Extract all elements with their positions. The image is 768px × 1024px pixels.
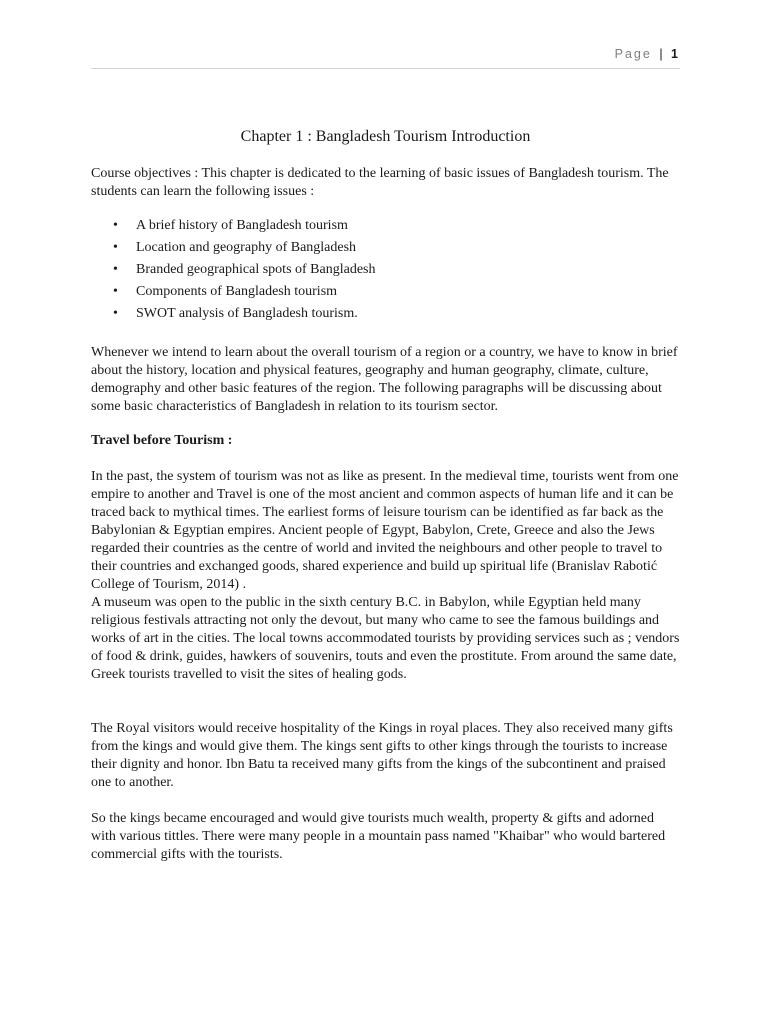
list-item (91, 305, 680, 323)
chapter-title: Chapter 1 : Bangladesh Tourism Introduction (240, 128, 531, 145)
list-item (91, 217, 680, 235)
list-item-text: Components of Bangladesh tourism (136, 284, 338, 299)
bullet-icon: • (113, 218, 118, 233)
bullet-icon: • (113, 240, 118, 255)
page-separator: | (659, 47, 663, 61)
bullet-icon: • (113, 262, 118, 277)
list-item-text: Branded geographical spots of Bangladesh (136, 262, 376, 277)
body-paragraph: A museum was open to the public in the sixth century B.C. in Babylon, while Egyptian held many religious festivals attracting not only the devout, but many who came to see the famous buildings and works of art in the cities. The local towns accommodated tourists by providing services such as ; vendors of food & drink, guides, hawkers of souvenirs, touts and even the prostitute. From around the same date, Greek tourists travelled to visit the sites of healing gods. (91, 595, 680, 682)
page-content (91, 127, 680, 864)
issues-list (91, 217, 680, 323)
body-paragraph: So the kings became encouraged and would give tourists much wealth, property & gifts and adorned with various tittles. There were many people in a mountain pass named "Khaibar" who would bartered commercial gifts with the tourists. (91, 811, 666, 862)
list-item (91, 261, 680, 279)
list-item (91, 239, 680, 257)
list-item (91, 283, 680, 301)
page-number: 1 (671, 47, 678, 61)
page-header (615, 47, 678, 61)
intro-paragraph: Whenever we intend to learn about the overall tourism of a region or a country, we have to know in brief about the history, location and physical features, geography and human geography, climate, culture, demography and other basic features of the region. The following paragraphs will be discussing about some basic characteristics of Bangladesh in relation to its tourism sector. (91, 345, 678, 414)
body-paragraph: The Royal visitors would receive hospitality of the Kings in royal places. They also received many gifts from the kings and would give them. The kings sent gifts to other kings through the tourists to increase their dignity and honor. Ibn Batu ta received many gifts from the kings of the subcontinent and praised one to another. (91, 721, 673, 790)
body-paragraph: In the past, the system of tourism was not as like as present. In the medieval time, tourists went from one empire to another and Travel is one of the most ancient and common aspects of human life and it can be traced back to mythical times. The earliest forms of leisure tourism can be identified as far back as the Babylonian & Egyptian empires. Ancient people of Egypt, Babylon, Crete, Greece and also the Jews regarded their countries as the centre of world and invited the neighbours and other people to travel to their countries and exchanged goods, shared experience and build up spiritual life (Branislav Rabotić College of Tourism, 2014) . (91, 469, 679, 592)
bullet-icon: • (113, 284, 118, 299)
header-divider (91, 68, 680, 69)
section-heading: Travel before Tourism : (91, 433, 233, 448)
bullet-icon: • (113, 306, 118, 321)
list-item-text: SWOT analysis of Bangladesh tourism. (136, 306, 358, 321)
list-item-text: A brief history of Bangladesh tourism (136, 218, 348, 233)
course-objectives: Course objectives : This chapter is dedicated to the learning of basic issues of Bangladesh tourism. The students can learn the following issues : (91, 166, 669, 199)
page-label: Page (614, 47, 652, 61)
list-item-text: Location and geography of Bangladesh (136, 240, 357, 255)
